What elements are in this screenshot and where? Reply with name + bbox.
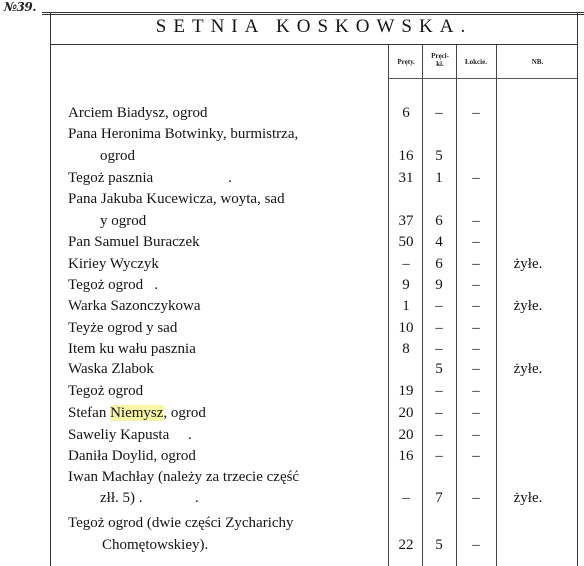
entry-nb: żyłe.	[513, 361, 543, 377]
entry-pretki: 1	[435, 170, 443, 186]
entry-pretow: 20	[398, 427, 414, 443]
entry-pretow: 31	[398, 170, 414, 186]
entry-pretow: –	[402, 490, 410, 506]
column-header-pretki-line1: Pręci-	[431, 52, 449, 60]
entry-nb: żyłe.	[513, 490, 543, 506]
entry-pretow: 1	[402, 298, 410, 314]
entry-label-continued: y ogrod	[100, 213, 147, 229]
entry-lokcie: –	[472, 234, 480, 250]
entry-pretow: 22	[398, 537, 414, 553]
column-header-pretow: Prętу.	[397, 58, 415, 66]
entry-label: Warka Sazonczykowa	[68, 298, 201, 314]
entry-pretki: –	[435, 105, 443, 121]
entry-lokcie: –	[472, 105, 480, 121]
entry-pretki: 6	[435, 256, 443, 272]
entry-label: Tegoż pasznia .	[68, 170, 232, 186]
entry-label: Arciem Biadysz, ogrod	[68, 105, 208, 121]
entry-pretow: 16	[398, 448, 414, 464]
entry-pretki: –	[435, 341, 443, 357]
entry-pretow: 10	[398, 320, 414, 336]
entry-label: Tegoż ogrod	[68, 383, 144, 399]
entry-label: Waska Zlabok	[68, 361, 154, 377]
column-header-pretki	[424, 52, 456, 68]
entry-pretki: 7	[435, 490, 443, 506]
entry-lokcie: –	[472, 298, 480, 314]
entry-lokcie: –	[472, 490, 480, 506]
entry-lokcie: –	[472, 383, 480, 399]
frame-left-rule	[50, 12, 51, 566]
entry-lokcie: –	[472, 320, 480, 336]
entry-nb: żyłe.	[513, 298, 543, 314]
entry-pretki: 9	[435, 277, 443, 293]
entry-lokcie: –	[472, 405, 480, 421]
entry-pretow: –	[402, 256, 410, 272]
entry-lokcie: –	[472, 448, 480, 464]
entry-label-continued: złł. 5) . .	[100, 490, 199, 506]
entry-pretki: –	[435, 298, 443, 314]
entry-pretki: 4	[435, 234, 443, 250]
entry-pretow: 6	[402, 105, 410, 121]
entry-pretow: 19	[398, 383, 414, 399]
column-rule-pretow	[388, 45, 389, 566]
entry-pretki: –	[435, 448, 443, 464]
entry-pretki: –	[435, 320, 443, 336]
entry-lokcie: –	[472, 213, 480, 229]
entry-pretki: –	[435, 383, 443, 399]
column-rule-pretki	[422, 45, 423, 566]
page-number: №39.	[4, 0, 36, 14]
header-rule	[389, 78, 577, 79]
entry-label: Kiriey Wyczyk	[68, 256, 159, 272]
entry-label	[68, 404, 206, 422]
entry-lokcie: –	[472, 361, 480, 377]
title-rule	[50, 44, 578, 45]
entry-label: Pana Heronima Botwinky, burmistrza,	[68, 126, 299, 142]
entry-lokcie: –	[472, 256, 480, 272]
entry-label: Daniła Doylid, ogrod	[68, 448, 196, 464]
highlighted-search-term: Niemysz	[110, 405, 164, 421]
entry-label: Tegoż ogrod .	[68, 277, 159, 293]
entry-lokcie: –	[472, 341, 480, 357]
top-rule-double	[42, 14, 584, 15]
entry-label-continued: Chomętowskiey).	[102, 537, 209, 553]
entry-pretki: –	[435, 427, 443, 443]
entry-nb: żyłe.	[513, 256, 543, 272]
entry-label-before: Stefan	[68, 405, 111, 421]
entry-lokcie: –	[472, 427, 480, 443]
entry-pretow: 20	[398, 405, 414, 421]
entry-label-after: , ogrod	[163, 405, 206, 421]
entry-pretow: 9	[402, 277, 410, 293]
entry-lokcie: –	[472, 277, 480, 293]
entry-label: Item ku wału pasznia	[68, 341, 196, 357]
entry-pretow: 37	[398, 213, 414, 229]
entry-label: Pan Samuel Buraczek	[68, 234, 200, 250]
entry-label: Pana Jakuba Kucewicza, woyta, sad	[68, 191, 285, 207]
column-rule-lokcie	[456, 45, 457, 566]
entry-pretki: 6	[435, 213, 443, 229]
entry-pretki: –	[435, 405, 443, 421]
entry-lokcie: –	[472, 170, 480, 186]
entry-pretki: 5	[435, 537, 443, 553]
frame-right-rule	[577, 12, 578, 566]
entry-label: Saweliy Kapusta .	[68, 427, 192, 443]
column-rule-nb	[496, 45, 497, 566]
entry-pretki: 5	[435, 148, 443, 164]
entry-pretki: 5	[435, 361, 443, 377]
entry-pretow: 16	[398, 148, 414, 164]
entry-pretow: 8	[402, 341, 410, 357]
top-rule	[42, 12, 584, 13]
entry-label: Iwan Machłay (należy za trzecie część	[68, 469, 300, 485]
column-header-pretki-line2: ki.	[436, 60, 444, 68]
entry-label-continued: ogrod	[100, 148, 135, 164]
entry-lokcie: –	[472, 537, 480, 553]
column-header-lokcie: Łokcie.	[465, 58, 487, 66]
entry-pretow: 50	[398, 234, 414, 250]
column-header-nb: NB.	[531, 58, 544, 66]
entry-label: Tegoż ogrod (dwie części Zycharichy	[68, 515, 294, 531]
entry-label: Teyże ogrod y sad	[68, 320, 178, 336]
section-title: SETNIA KOSKOWSKA.	[155, 16, 473, 37]
